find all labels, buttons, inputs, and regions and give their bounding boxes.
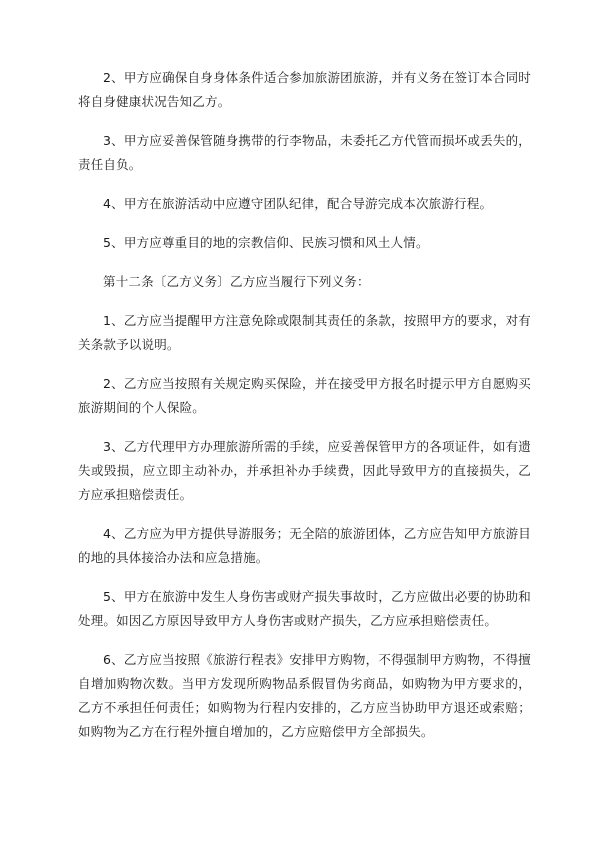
paragraph-spacer [103, 507, 531, 522]
document-body [78, 66, 531, 744]
paragraph-spacer [103, 570, 531, 585]
paragraph-7: 2、乙方应当按照有关规定购买保险，并在接受甲方报名时提示甲方自愿购买旅游期间的个人保险。 [78, 376, 531, 415]
paragraph-11: 6、乙方应当按照《旅游行程表》安排甲方购物，不得强制甲方购物，不得擅自增加购物次数。当甲方发现所购物品系假冒伪劣商品，如购物为甲方要求的，乙方不承担任何责任；如购物为行程内安排的，乙方应当协助甲方退还或索赔；如购物为乙方在行程外擅自增加的，乙方应赔偿甲方全部损失。 [78, 652, 531, 739]
paragraph-spacer [103, 357, 531, 372]
paragraph-1: 2、甲方应确保自身身体条件适合参加旅游团旅游，并有义务在签订本合同时将自身健康状况告知乙方。 [78, 70, 531, 109]
paragraph-spacer [103, 420, 531, 435]
paragraph-4: 5、甲方应尊重目的地的宗教信仰、民族习惯和风土人情。 [103, 235, 429, 250]
paragraph-6: 1、乙方应当提醒甲方注意免除或限制其责任的条款，按照甲方的要求，对有关条款予以说明。 [78, 313, 531, 352]
paragraph-spacer [103, 114, 531, 129]
paragraph-3: 4、甲方在旅游活动中应遵守团队纪律，配合导游完成本次旅游行程。 [103, 196, 493, 211]
paragraph-8: 3、乙方代理甲方办理旅游所需的手续，应妥善保管甲方的各项证件，如有遗失或毁损，应立即主动补办，并承担补办手续费，因此导致甲方的直接损失，乙方应承担赔偿责任。 [78, 439, 531, 502]
paragraph-10: 5、甲方在旅游中发生人身伤害或财产损失事故时，乙方应做出必要的协助和处理。如因乙方原因导致甲方人身伤害或财产损失，乙方应承担赔偿责任。 [78, 589, 531, 628]
paragraph-spacer [103, 216, 531, 231]
paragraph-spacer [103, 255, 531, 270]
paragraph-spacer [103, 633, 531, 648]
article-12-heading: 第十二条〔乙方义务〕乙方应当履行下列义务： [103, 274, 370, 289]
paragraph-9: 4、乙方应为甲方提供导游服务；无全陪的旅游团体，乙方应告知甲方旅游目的地的具体接洽办法和应急措施。 [78, 526, 531, 565]
paragraph-2: 3、甲方应妥善保管随身携带的行李物品，未委托乙方代管而损坏或丢失的，责任自负。 [78, 133, 531, 172]
paragraph-spacer [103, 177, 531, 192]
paragraph-spacer [103, 294, 531, 309]
